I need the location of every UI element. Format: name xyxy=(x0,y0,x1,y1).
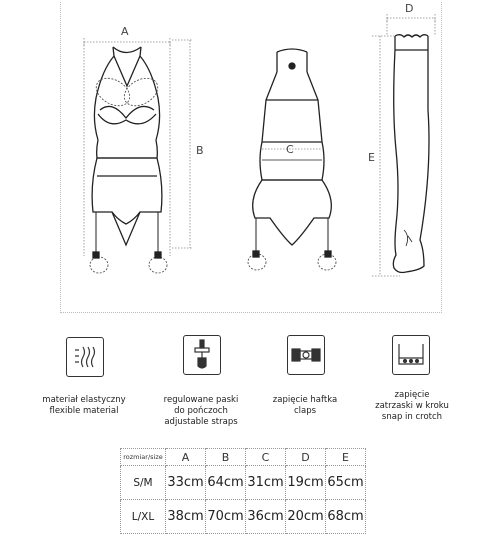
bodysuit-front-drawing xyxy=(92,47,162,255)
dimension-b-label: B xyxy=(196,144,204,157)
size-table-corner: rozmiar/size xyxy=(121,449,166,466)
fur-trim-drawing xyxy=(90,73,167,273)
dimension-c-label: C xyxy=(286,143,294,156)
table-row xyxy=(121,500,366,534)
table-cell: 33cm xyxy=(166,466,206,500)
column-header: E xyxy=(326,449,366,466)
dimension-lines xyxy=(84,14,435,276)
column-header: C xyxy=(246,449,286,466)
table-cell: 68cm xyxy=(326,500,366,534)
table-cell: 64cm xyxy=(206,466,246,500)
feature-snap-crotch: zapięcie zatrzaski w kroku snap in crotch xyxy=(375,390,449,422)
table-cell: 31cm xyxy=(246,466,286,500)
table-cell: 65cm xyxy=(326,466,366,500)
size-table xyxy=(120,448,366,534)
adjustable-strap-icon xyxy=(183,335,221,375)
feature-hook-clasp: zapięcie haftka claps xyxy=(272,395,338,416)
elastic-material-icon xyxy=(66,337,104,377)
feature-elastic-material: materiał elastyczny flexible material xyxy=(42,395,126,416)
table-cell: 20cm xyxy=(286,500,326,534)
stocking-drawing xyxy=(393,35,429,273)
dimension-e-label: E xyxy=(368,151,375,164)
column-header: D xyxy=(286,449,326,466)
size-label: L/XL xyxy=(121,500,166,534)
column-header: A xyxy=(166,449,206,466)
snap-crotch-icon xyxy=(392,335,430,375)
table-cell: 36cm xyxy=(246,500,286,534)
size-table-header xyxy=(121,449,366,466)
size-label: S/M xyxy=(121,466,166,500)
hook-clasp-icon xyxy=(287,335,325,375)
table-row xyxy=(121,466,366,500)
table-cell: 38cm xyxy=(166,500,206,534)
table-cell: 19cm xyxy=(286,466,326,500)
column-header: B xyxy=(206,449,246,466)
dimension-d-label: D xyxy=(405,2,414,15)
feature-adjustable-straps: regulowane paski do pończoch adjustable straps xyxy=(163,395,239,427)
dimension-a-label: A xyxy=(121,25,129,38)
table-cell: 70cm xyxy=(206,500,246,534)
